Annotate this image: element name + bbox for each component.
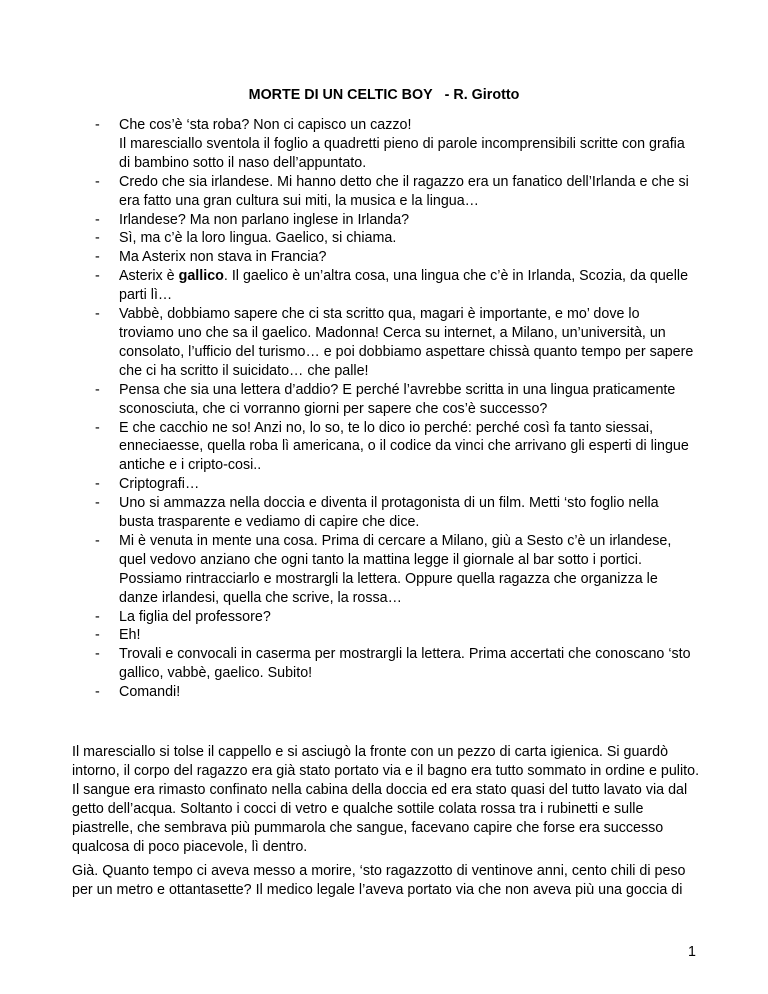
emphasized-word: gallico — [178, 268, 224, 285]
dialogue-text: Irlandese? Ma non parlano inglese in Irlanda? — [119, 211, 410, 228]
dialogue-text: Credo che sia irlandese. Mi hanno detto che il ragazzo era un fanatico dell’Irlanda e che si era fatto una gran cultura sui miti, la musica e la lingua… — [119, 173, 689, 209]
dialogue-line — [95, 116, 695, 135]
dialogue-text: Che cos’è ‘sta roba? Non ci capisco un cazzo! — [119, 117, 412, 133]
dialogue-text: Criptografi… — [119, 476, 200, 493]
dialogue-dash: - — [95, 249, 100, 266]
dialogue-dash: - — [95, 495, 100, 512]
dialogue-line — [95, 494, 695, 532]
dialogue-line — [95, 248, 695, 267]
dialogue-line — [95, 419, 695, 476]
dialogue-text: Eh! — [119, 627, 141, 644]
dialogue-line — [95, 645, 695, 683]
dialogue-list — [95, 116, 695, 702]
dialogue-line — [95, 475, 695, 494]
dialogue-line — [95, 211, 695, 230]
dialogue-text: Pensa che sia una lettera d’addio? E perché l’avrebbe scritta in una lingua praticamente sconosciuta, che ci vorranno giorni per sapere che cos’è successo? — [119, 381, 676, 417]
dialogue-text: Ma Asterix non stava in Francia? — [119, 249, 327, 266]
dialogue-text: La figlia del professore? — [119, 608, 271, 625]
dialogue-line — [95, 229, 695, 248]
dialogue-text: Mi è venuta in mente una cosa. Prima di cercare a Milano, giù a Sesto c’è un irlandese, quel vedovo anziano che ogni tanto la mattina legge il giornale al bar sotto i portici. Possiamo rintracciarlo e mostrargli la lettera. Oppure quella ragazza che organizza le danze irlandesi, quella che scrive, la rossa… — [119, 532, 672, 606]
dialogue-dash: - — [95, 268, 100, 285]
dialogue-text: Sì, ma c’è la loro lingua. Gaelico, si chiama. — [119, 230, 397, 247]
dialogue-line — [95, 135, 695, 173]
dialogue-dash: - — [95, 419, 100, 436]
dialogue-dash: - — [95, 608, 100, 625]
dialogue-dash: - — [95, 173, 100, 190]
dialogue-dash: - — [95, 684, 100, 701]
dialogue-text: Asterix è — [119, 268, 179, 285]
dialogue-dash: - — [95, 381, 100, 398]
document-title — [0, 86, 768, 105]
dialogue-text: . Il gaelico è un’altra cosa, una lingua che c’è in Irlanda, Scozia, da quelle parti lì… — [119, 268, 689, 304]
narrative-paragraph: Il maresciallo si tolse il cappello e si asciugò la fronte con un pezzo di carta igienica. Si guardò intorno, il corpo del ragazzo era già stato portato via e il bagno era tutto sommato in ordine e pulito. Il sangue era rimasto confinato nella cabina della doccia ed era stato quasi del tutto lavato via dal getto dell’acqua. Soltanto i cocci di vetro e qualche sottile colata rossa tra i rubinetti e sulle piastrelle, che sembrava più pummarola che sangue, facevano capire che forse era successo qualcosa di poco piacevole, lì dentro. — [72, 744, 700, 855]
dialogue-dash: - — [95, 646, 100, 663]
dialogue-dash: - — [95, 306, 100, 323]
dialogue-line — [95, 608, 695, 627]
dialogue-dash: - — [95, 117, 100, 133]
dialogue-dash: - — [95, 230, 100, 247]
dialogue-line — [95, 683, 695, 702]
dialogue-line — [95, 626, 695, 645]
dialogue-line — [95, 381, 695, 419]
dialogue-dash: - — [95, 532, 100, 549]
dialogue-text: E che cacchio ne so! Anzi no, lo so, te lo dico io perché: perché così fa tanto siessai, enneciaesse, quella roba lì americana, o il codice da vinci che arrivano gli esperti di lingue antiche e i cripto-cosi.. — [119, 419, 689, 474]
dialogue-line — [95, 532, 695, 608]
dialogue-dash: - — [95, 211, 100, 228]
narrative-paragraph: Già. Quanto tempo ci aveva messo a morire, ‘sto ragazzotto di ventinove anni, cento chili di peso per un metro e ottantasette? Il medico legale l’aveva portato via che non aveva più una goccia di — [72, 863, 686, 898]
dialogue-text: Vabbè, dobbiamo sapere che ci sta scritto qua, magari è importante, e mo’ dove lo troviamo uno che sa il gaelico. Madonna! Cerca su internet, a Milano, un’università, un consolato, l’ufficio del turismo… e poi dobbiamo aspettare chissà quanto tempo per sapere che ci ha scritto il suicidato… che palle! — [119, 306, 694, 379]
author-text: - R. Girotto — [444, 87, 520, 103]
dialogue-line — [95, 173, 695, 211]
dialogue-dash: - — [95, 627, 100, 644]
dialogue-text: Trovali e convocali in caserma per mostrargli la lettera. Prima accertati che conoscano ‘sto gallico, vabbè, gaelico. Subito! — [119, 646, 691, 682]
page-number: 1 — [688, 944, 696, 960]
dialogue-text: Comandi! — [119, 684, 181, 701]
dialogue-text: Uno si ammazza nella doccia e diventa il protagonista di un film. Metti ‘sto foglio nella busta trasparente e vediamo di capire che dice. — [119, 495, 659, 531]
title-text: MORTE DI UN CELTIC BOY — [248, 87, 433, 103]
dialogue-text: Il maresciallo sventola il foglio a quadretti pieno di parole incomprensibili scritte con grafia di bambino sotto il naso dell’appuntato. — [119, 135, 685, 171]
dialogue-line — [95, 267, 695, 305]
dialogue-line — [95, 305, 695, 381]
dialogue-dash: - — [95, 476, 100, 493]
